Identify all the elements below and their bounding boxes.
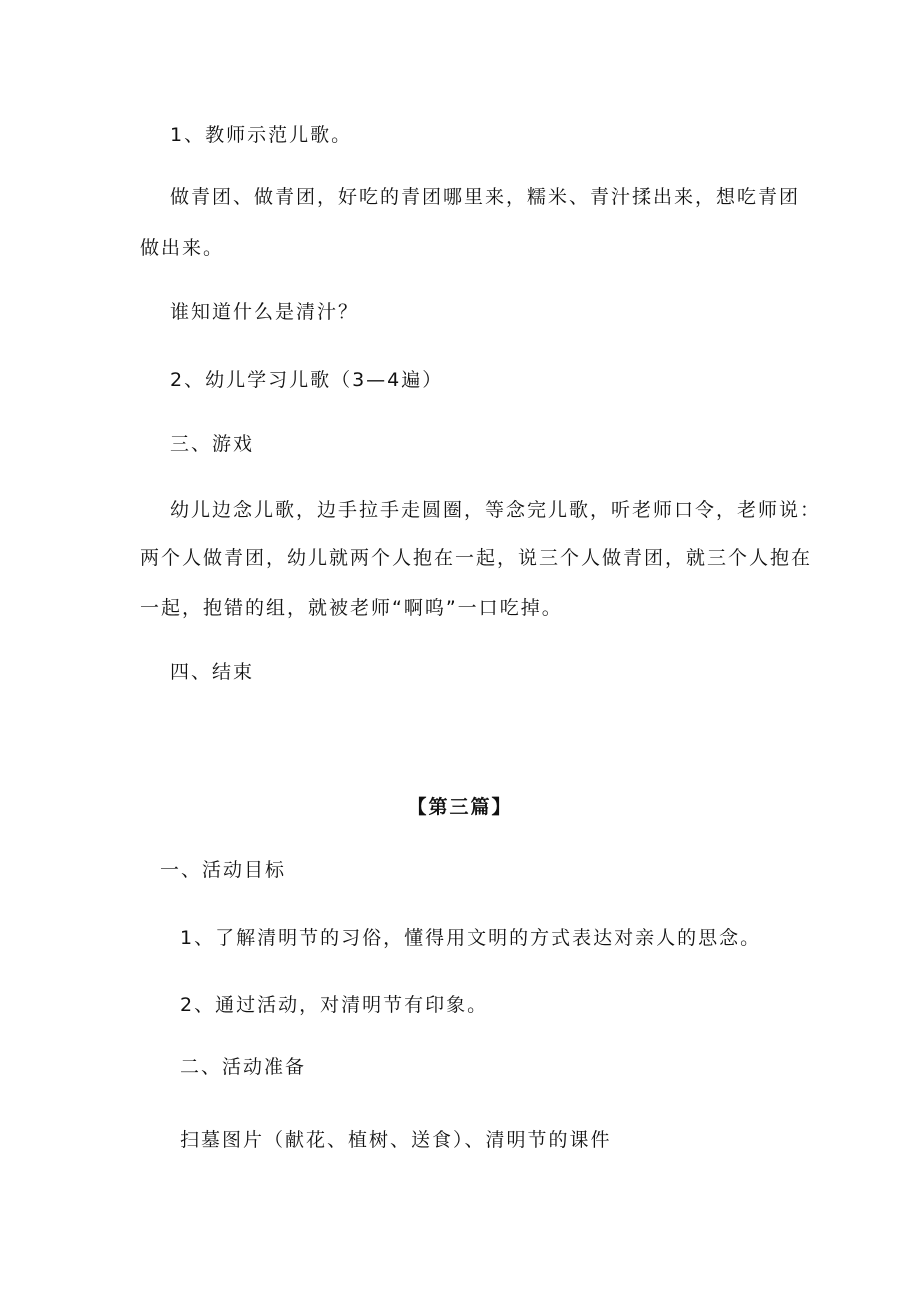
section-preparation-title: 二、活动准备 xyxy=(180,1056,307,1078)
section-heading: 【第三篇】 xyxy=(407,796,513,818)
paragraph-nursery-rhyme-line-2: 做出来。 xyxy=(140,237,225,259)
paragraph-nursery-rhyme-line-1: 做青团、做青团，好吃的青团哪里来，糯米、青汁揉出来，想吃青团 xyxy=(170,186,801,208)
preparation-materials: 扫墓图片（献花、植树、送食）、清明节的课件 xyxy=(180,1129,612,1151)
paragraph-teacher-demo: 1、教师示范儿歌。 xyxy=(170,124,353,146)
section-end-title: 四、结束 xyxy=(170,661,255,683)
goal-item-1: 1、了解清明节的习俗，懂得用文明的方式表达对亲人的思念。 xyxy=(180,927,762,949)
paragraph-game-line-1: 幼儿边念儿歌，边手拉手走圆圈，等念完儿歌，听老师口令，老师说： xyxy=(170,499,822,521)
goal-item-2: 2、通过活动，对清明节有印象。 xyxy=(180,994,489,1016)
paragraph-question: 谁知道什么是清汁？ xyxy=(170,301,360,323)
paragraph-game-line-2: 两个人做青团，幼儿就两个人抱在一起，说三个人做青团，就三个人抱在 xyxy=(140,547,813,569)
section-goals-title: 一、活动目标 xyxy=(160,859,287,881)
section-game-title: 三、游戏 xyxy=(170,433,255,455)
paragraph-game-line-3: 一起，抱错的组，就被老师“啊呜”一口吃掉。 xyxy=(140,597,563,619)
paragraph-children-learn: 2、幼儿学习儿歌（3—4遍） xyxy=(170,369,444,391)
